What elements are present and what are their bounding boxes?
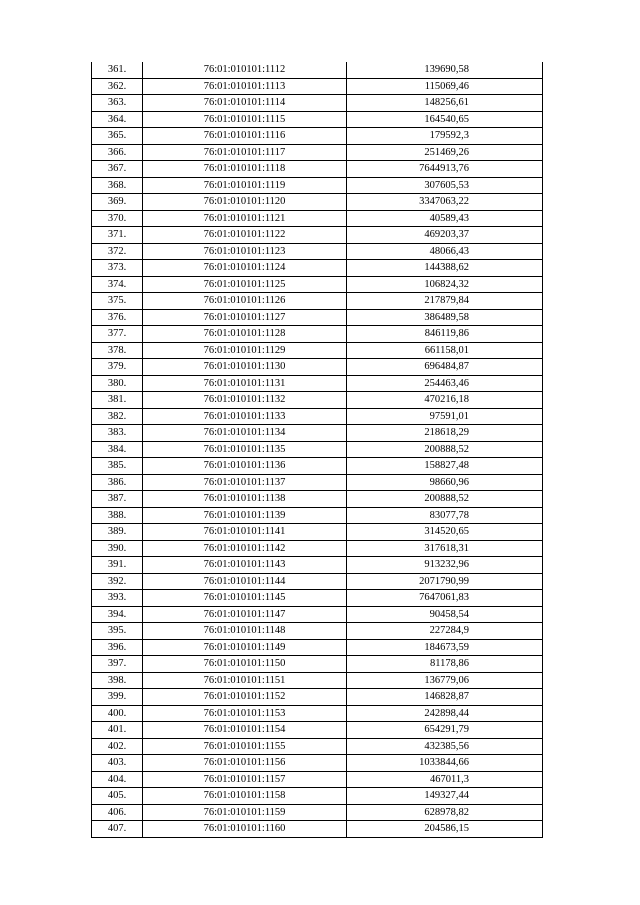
table-row bbox=[92, 491, 543, 508]
row-number-cell: 390. bbox=[92, 540, 143, 557]
cadastral-number-cell: 76:01:010101:1119 bbox=[143, 177, 347, 194]
table-row bbox=[92, 425, 543, 442]
table-row bbox=[92, 161, 543, 178]
table-row bbox=[92, 705, 543, 722]
row-number-cell: 370. bbox=[92, 210, 143, 227]
table-row bbox=[92, 260, 543, 277]
cadastral-number-cell: 76:01:010101:1125 bbox=[143, 276, 347, 293]
row-number-cell: 381. bbox=[92, 392, 143, 409]
value-cell: 7644913,76 bbox=[347, 161, 543, 178]
cadastral-number-cell: 76:01:010101:1114 bbox=[143, 95, 347, 112]
value-cell: 217879,84 bbox=[347, 293, 543, 310]
value-cell: 386489,58 bbox=[347, 309, 543, 326]
cadastral-number-cell: 76:01:010101:1133 bbox=[143, 408, 347, 425]
table-row bbox=[92, 243, 543, 260]
row-number-cell: 406. bbox=[92, 804, 143, 821]
value-cell: 654291,79 bbox=[347, 722, 543, 739]
cadastral-number-cell: 76:01:010101:1142 bbox=[143, 540, 347, 557]
table-row bbox=[92, 392, 543, 409]
cadastral-number-cell: 76:01:010101:1123 bbox=[143, 243, 347, 260]
cadastral-number-cell: 76:01:010101:1128 bbox=[143, 326, 347, 343]
row-number-cell: 364. bbox=[92, 111, 143, 128]
value-cell: 470216,18 bbox=[347, 392, 543, 409]
row-number-cell: 402. bbox=[92, 738, 143, 755]
value-cell: 307605,53 bbox=[347, 177, 543, 194]
table-row bbox=[92, 722, 543, 739]
value-cell: 204586,15 bbox=[347, 821, 543, 838]
row-number-cell: 362. bbox=[92, 78, 143, 95]
cadastral-number-cell: 76:01:010101:1127 bbox=[143, 309, 347, 326]
row-number-cell: 398. bbox=[92, 672, 143, 689]
row-number-cell: 380. bbox=[92, 375, 143, 392]
table-row bbox=[92, 689, 543, 706]
cadastral-number-cell: 76:01:010101:1155 bbox=[143, 738, 347, 755]
row-number-cell: 361. bbox=[92, 62, 143, 78]
row-number-cell: 404. bbox=[92, 771, 143, 788]
table-row bbox=[92, 359, 543, 376]
table-row bbox=[92, 342, 543, 359]
cadastral-number-cell: 76:01:010101:1118 bbox=[143, 161, 347, 178]
row-number-cell: 400. bbox=[92, 705, 143, 722]
cadastral-number-cell: 76:01:010101:1147 bbox=[143, 606, 347, 623]
cadastral-number-cell: 76:01:010101:1138 bbox=[143, 491, 347, 508]
row-number-cell: 403. bbox=[92, 755, 143, 772]
cadastral-number-cell: 76:01:010101:1136 bbox=[143, 458, 347, 475]
row-number-cell: 399. bbox=[92, 689, 143, 706]
table-row bbox=[92, 375, 543, 392]
cadastral-number-cell: 76:01:010101:1153 bbox=[143, 705, 347, 722]
table-row bbox=[92, 227, 543, 244]
table-row bbox=[92, 408, 543, 425]
value-cell: 469203,37 bbox=[347, 227, 543, 244]
cadastral-number-cell: 76:01:010101:1145 bbox=[143, 590, 347, 607]
table-row bbox=[92, 128, 543, 145]
value-cell: 200888,52 bbox=[347, 491, 543, 508]
cadastral-number-cell: 76:01:010101:1148 bbox=[143, 623, 347, 640]
cadastral-number-cell: 76:01:010101:1141 bbox=[143, 524, 347, 541]
row-number-cell: 396. bbox=[92, 639, 143, 656]
cadastral-number-cell: 76:01:010101:1115 bbox=[143, 111, 347, 128]
cadastral-number-cell: 76:01:010101:1120 bbox=[143, 194, 347, 211]
row-number-cell: 372. bbox=[92, 243, 143, 260]
table-row bbox=[92, 590, 543, 607]
table-row bbox=[92, 755, 543, 772]
row-number-cell: 397. bbox=[92, 656, 143, 673]
row-number-cell: 393. bbox=[92, 590, 143, 607]
table-row bbox=[92, 95, 543, 112]
value-cell: 467011,3 bbox=[347, 771, 543, 788]
table-row bbox=[92, 788, 543, 805]
cadastral-number-cell: 76:01:010101:1149 bbox=[143, 639, 347, 656]
table-row bbox=[92, 326, 543, 343]
value-cell: 184673,59 bbox=[347, 639, 543, 656]
table-row bbox=[92, 441, 543, 458]
cadastral-number-cell: 76:01:010101:1130 bbox=[143, 359, 347, 376]
row-number-cell: 383. bbox=[92, 425, 143, 442]
table-row bbox=[92, 672, 543, 689]
value-cell: 158827,48 bbox=[347, 458, 543, 475]
row-number-cell: 386. bbox=[92, 474, 143, 491]
table-row bbox=[92, 111, 543, 128]
table-row bbox=[92, 771, 543, 788]
value-cell: 628978,82 bbox=[347, 804, 543, 821]
table-row bbox=[92, 557, 543, 574]
table-row bbox=[92, 194, 543, 211]
value-cell: 48066,43 bbox=[347, 243, 543, 260]
cadastral-number-cell: 76:01:010101:1132 bbox=[143, 392, 347, 409]
value-cell: 227284,9 bbox=[347, 623, 543, 640]
row-number-cell: 379. bbox=[92, 359, 143, 376]
table-row bbox=[92, 309, 543, 326]
cadastral-number-cell: 76:01:010101:1124 bbox=[143, 260, 347, 277]
value-cell: 146828,87 bbox=[347, 689, 543, 706]
table-row bbox=[92, 524, 543, 541]
table-row bbox=[92, 573, 543, 590]
value-cell: 139690,58 bbox=[347, 62, 543, 78]
value-cell: 251469,26 bbox=[347, 144, 543, 161]
value-cell: 1033844,66 bbox=[347, 755, 543, 772]
row-number-cell: 374. bbox=[92, 276, 143, 293]
table-row bbox=[92, 540, 543, 557]
cadastral-number-cell: 76:01:010101:1116 bbox=[143, 128, 347, 145]
cadastral-number-cell: 76:01:010101:1126 bbox=[143, 293, 347, 310]
table-row bbox=[92, 458, 543, 475]
table-row bbox=[92, 623, 543, 640]
cadastral-value-table bbox=[91, 62, 543, 838]
value-cell: 83077,78 bbox=[347, 507, 543, 524]
value-cell: 164540,65 bbox=[347, 111, 543, 128]
row-number-cell: 405. bbox=[92, 788, 143, 805]
value-cell: 846119,86 bbox=[347, 326, 543, 343]
row-number-cell: 375. bbox=[92, 293, 143, 310]
table-row bbox=[92, 210, 543, 227]
row-number-cell: 385. bbox=[92, 458, 143, 475]
cadastral-number-cell: 76:01:010101:1113 bbox=[143, 78, 347, 95]
value-cell: 2071790,99 bbox=[347, 573, 543, 590]
value-cell: 40589,43 bbox=[347, 210, 543, 227]
value-cell: 106824,32 bbox=[347, 276, 543, 293]
row-number-cell: 366. bbox=[92, 144, 143, 161]
value-cell: 242898,44 bbox=[347, 705, 543, 722]
value-cell: 661158,01 bbox=[347, 342, 543, 359]
value-cell: 90458,54 bbox=[347, 606, 543, 623]
cadastral-number-cell: 76:01:010101:1157 bbox=[143, 771, 347, 788]
value-cell: 3347063,22 bbox=[347, 194, 543, 211]
cadastral-number-cell: 76:01:010101:1131 bbox=[143, 375, 347, 392]
cadastral-number-cell: 76:01:010101:1121 bbox=[143, 210, 347, 227]
table-row bbox=[92, 293, 543, 310]
value-cell: 179592,3 bbox=[347, 128, 543, 145]
row-number-cell: 392. bbox=[92, 573, 143, 590]
value-cell: 115069,46 bbox=[347, 78, 543, 95]
row-number-cell: 363. bbox=[92, 95, 143, 112]
cadastral-number-cell: 76:01:010101:1117 bbox=[143, 144, 347, 161]
row-number-cell: 373. bbox=[92, 260, 143, 277]
row-number-cell: 384. bbox=[92, 441, 143, 458]
table-row bbox=[92, 62, 543, 78]
row-number-cell: 388. bbox=[92, 507, 143, 524]
cadastral-number-cell: 76:01:010101:1134 bbox=[143, 425, 347, 442]
row-number-cell: 368. bbox=[92, 177, 143, 194]
table-row bbox=[92, 276, 543, 293]
cadastral-number-cell: 76:01:010101:1160 bbox=[143, 821, 347, 838]
value-cell: 98660,96 bbox=[347, 474, 543, 491]
row-number-cell: 401. bbox=[92, 722, 143, 739]
row-number-cell: 387. bbox=[92, 491, 143, 508]
row-number-cell: 389. bbox=[92, 524, 143, 541]
value-cell: 432385,56 bbox=[347, 738, 543, 755]
value-cell: 696484,87 bbox=[347, 359, 543, 376]
value-cell: 97591,01 bbox=[347, 408, 543, 425]
row-number-cell: 377. bbox=[92, 326, 143, 343]
value-cell: 254463,46 bbox=[347, 375, 543, 392]
table-row bbox=[92, 144, 543, 161]
cadastral-number-cell: 76:01:010101:1151 bbox=[143, 672, 347, 689]
value-cell: 317618,31 bbox=[347, 540, 543, 557]
cadastral-number-cell: 76:01:010101:1159 bbox=[143, 804, 347, 821]
table-row bbox=[92, 606, 543, 623]
table-row bbox=[92, 639, 543, 656]
table-row bbox=[92, 821, 543, 838]
row-number-cell: 365. bbox=[92, 128, 143, 145]
row-number-cell: 378. bbox=[92, 342, 143, 359]
table-row bbox=[92, 507, 543, 524]
cadastral-number-cell: 76:01:010101:1156 bbox=[143, 755, 347, 772]
row-number-cell: 391. bbox=[92, 557, 143, 574]
cadastral-number-cell: 76:01:010101:1137 bbox=[143, 474, 347, 491]
row-number-cell: 369. bbox=[92, 194, 143, 211]
table-row bbox=[92, 78, 543, 95]
value-cell: 81178,86 bbox=[347, 656, 543, 673]
table-row bbox=[92, 656, 543, 673]
table-row bbox=[92, 177, 543, 194]
row-number-cell: 407. bbox=[92, 821, 143, 838]
row-number-cell: 382. bbox=[92, 408, 143, 425]
cadastral-number-cell: 76:01:010101:1152 bbox=[143, 689, 347, 706]
row-number-cell: 367. bbox=[92, 161, 143, 178]
value-cell: 149327,44 bbox=[347, 788, 543, 805]
value-cell: 314520,65 bbox=[347, 524, 543, 541]
cadastral-number-cell: 76:01:010101:1144 bbox=[143, 573, 347, 590]
cadastral-number-cell: 76:01:010101:1129 bbox=[143, 342, 347, 359]
cadastral-number-cell: 76:01:010101:1135 bbox=[143, 441, 347, 458]
value-cell: 218618,29 bbox=[347, 425, 543, 442]
value-cell: 144388,62 bbox=[347, 260, 543, 277]
cadastral-number-cell: 76:01:010101:1154 bbox=[143, 722, 347, 739]
cadastral-number-cell: 76:01:010101:1139 bbox=[143, 507, 347, 524]
table-row bbox=[92, 804, 543, 821]
value-cell: 200888,52 bbox=[347, 441, 543, 458]
cadastral-number-cell: 76:01:010101:1158 bbox=[143, 788, 347, 805]
row-number-cell: 371. bbox=[92, 227, 143, 244]
value-cell: 136779,06 bbox=[347, 672, 543, 689]
row-number-cell: 395. bbox=[92, 623, 143, 640]
table-row bbox=[92, 474, 543, 491]
cadastral-number-cell: 76:01:010101:1150 bbox=[143, 656, 347, 673]
value-cell: 7647061,83 bbox=[347, 590, 543, 607]
value-cell: 148256,61 bbox=[347, 95, 543, 112]
cadastral-number-cell: 76:01:010101:1143 bbox=[143, 557, 347, 574]
row-number-cell: 394. bbox=[92, 606, 143, 623]
table-body bbox=[92, 62, 543, 837]
table-row bbox=[92, 738, 543, 755]
cadastral-number-cell: 76:01:010101:1122 bbox=[143, 227, 347, 244]
value-cell: 913232,96 bbox=[347, 557, 543, 574]
cadastral-number-cell: 76:01:010101:1112 bbox=[143, 62, 347, 78]
row-number-cell: 376. bbox=[92, 309, 143, 326]
